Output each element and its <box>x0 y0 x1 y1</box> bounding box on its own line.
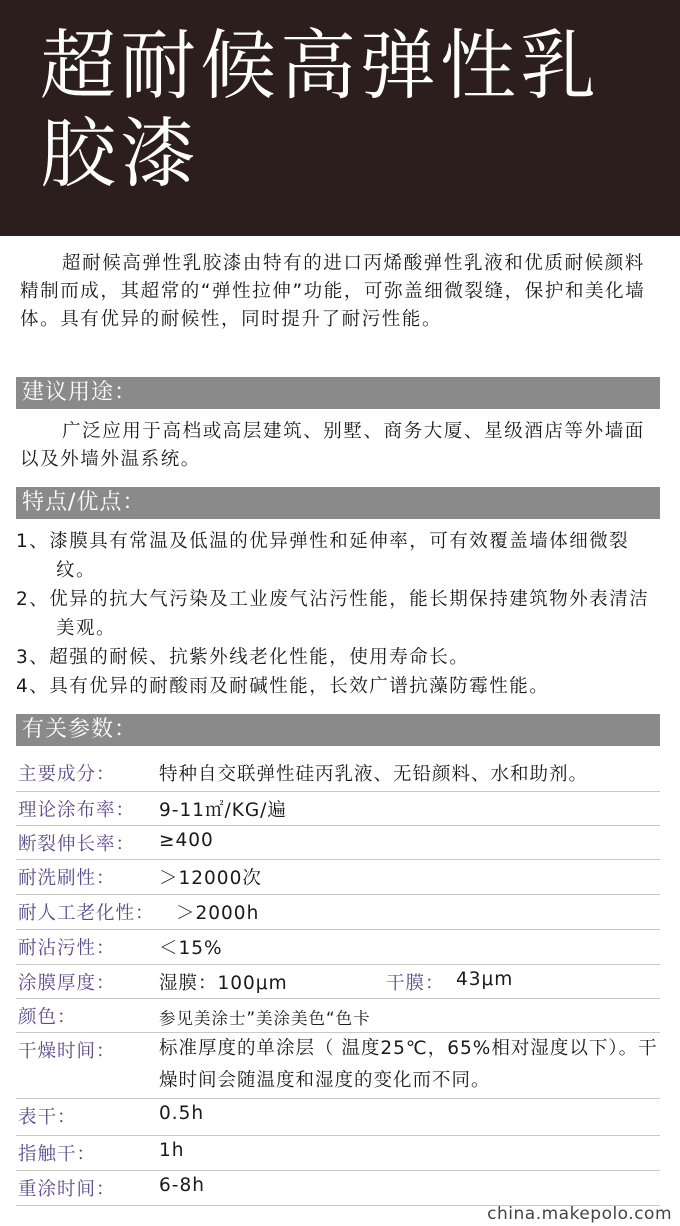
feature-item: 2、优异的抗大气污染及工业废气沾污性能，能长期保持建筑物外表清洁美观。 <box>16 589 650 639</box>
title-banner <box>0 0 680 236</box>
param-label: 颜色： <box>18 1007 77 1028</box>
page-title: 超耐候高弹性乳胶漆 <box>40 21 600 198</box>
param-value: 0.5h <box>159 1103 205 1124</box>
param-label: 主要成分： <box>18 764 116 785</box>
param-value: 9-11㎡/KG/遍 <box>159 800 287 821</box>
param-row <box>16 792 660 826</box>
param-label-dry-film: 干膜： <box>386 973 445 994</box>
section-heading-params: 有关参数： <box>16 714 660 746</box>
feature-item: 1、漆膜具有常温及低温的优异弹性和延伸率，可有效覆盖墙体细微裂纹。 <box>16 531 630 581</box>
param-row <box>16 965 660 999</box>
section-heading-usage: 建议用途： <box>16 377 660 409</box>
feature-item: 3、超强的耐候、抗紫外线老化性能，使用寿命长。 <box>16 647 470 668</box>
param-label: 涂膜厚度： <box>18 973 116 994</box>
usage-paragraph: 广泛应用于高档或高层建筑、别墅、商务大厦、星级酒店等外墙面以及外墙外温系统。 <box>20 421 645 470</box>
param-label: 表干： <box>18 1107 77 1128</box>
watermark: china.makepolo.com <box>487 1204 672 1224</box>
param-value: 特种自交联弹性硅丙乳液、无铅颜料、水和助剂。 <box>159 764 589 785</box>
param-label: 耐洗刷性： <box>18 868 116 889</box>
section-heading-features: 特点/优点： <box>16 487 660 519</box>
param-label: 耐沾污性： <box>18 938 116 959</box>
param-label: 指触干： <box>18 1144 97 1165</box>
param-row <box>16 1033 660 1099</box>
param-row <box>16 1136 660 1171</box>
param-label: 耐人工老化性： <box>18 903 155 924</box>
param-value: 6-8h <box>159 1175 205 1196</box>
param-row <box>16 1099 660 1136</box>
param-label: 理论涂布率： <box>18 800 136 821</box>
param-value: 参见美涂士”美涂美色“色卡 <box>159 1009 371 1028</box>
param-row <box>16 826 660 860</box>
param-value: ＞12000次 <box>159 868 262 889</box>
intro-paragraph: 超耐候高弹性乳胶漆由特有的进口丙烯酸弹性乳液和优质耐候颜料精制而成，其超常的“弹性拉伸”功能，可弥盖细微裂缝，保护和美化墙体。具有优异的耐候性，同时提升了耐污性能。 <box>20 253 646 330</box>
param-row <box>16 860 660 895</box>
param-row <box>16 930 660 965</box>
param-row <box>16 999 660 1033</box>
param-value: ≥400 <box>159 830 214 851</box>
param-label: 断裂伸长率： <box>18 834 136 855</box>
param-value-dry-film: 43μm <box>456 969 514 990</box>
param-value: 湿膜：100μm <box>159 973 288 994</box>
param-row <box>16 1171 660 1206</box>
param-row <box>16 895 660 930</box>
param-row <box>16 756 660 792</box>
feature-list <box>16 527 664 701</box>
param-value: 1h <box>159 1140 185 1161</box>
param-label: 干燥时间： <box>18 1041 116 1062</box>
param-value: ＜15% <box>159 938 223 959</box>
params-table <box>16 756 664 1206</box>
param-value: 标准厚度的单涂层（ 温度25℃，65%相对湿度以下）。干燥时间会随温度和湿度的变化而不同。 <box>159 1038 658 1091</box>
param-value: ＞2000h <box>176 903 260 924</box>
feature-item: 4、具有优异的耐酸雨及耐碱性能，长效广谱抗藻防霉性能。 <box>16 676 550 697</box>
param-label: 重涂时间： <box>18 1179 116 1200</box>
